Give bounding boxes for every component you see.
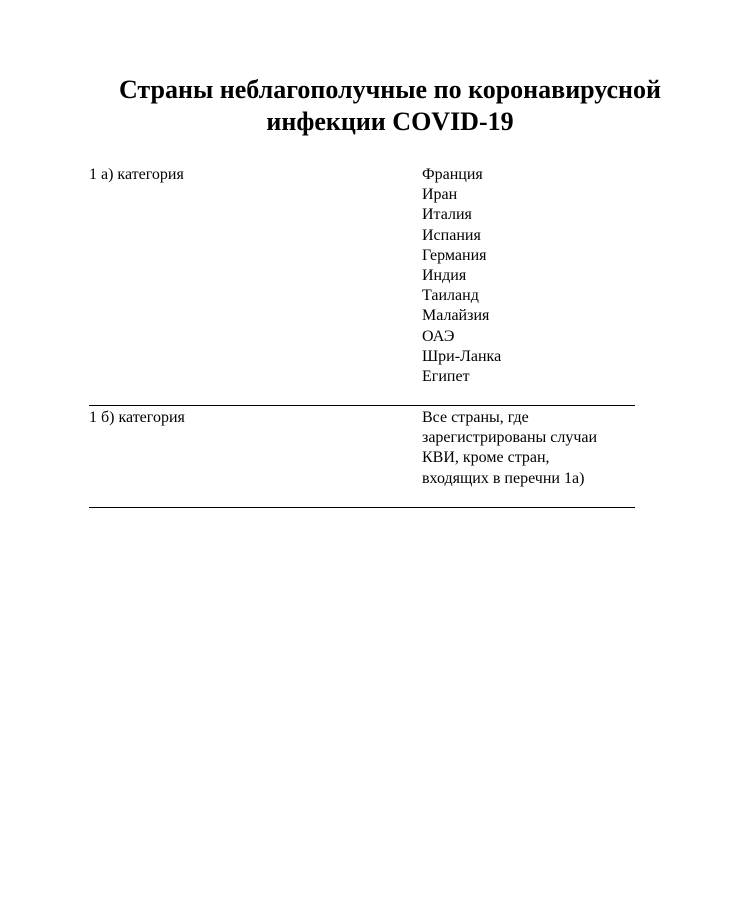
document-title-line-2: инфекции COVID-19 xyxy=(266,107,514,136)
category-label: 1 а) категория xyxy=(89,166,184,183)
document-title xyxy=(90,74,690,138)
country-item: Иран xyxy=(422,186,458,204)
table-row-category-1b xyxy=(89,406,635,508)
description-line: КВИ, кроме стран, xyxy=(422,449,550,467)
country-item: Малайзия xyxy=(422,307,490,325)
country-item: Таиланд xyxy=(422,287,479,305)
country-item: Индия xyxy=(422,267,467,285)
country-item: Италия xyxy=(422,206,472,224)
country-description xyxy=(422,406,635,507)
description-line: зарегистрированы случаи xyxy=(422,429,598,447)
country-item: Франция xyxy=(422,166,483,183)
country-item: ОАЭ xyxy=(422,327,455,345)
category-label: 1 б) категория xyxy=(89,409,185,426)
country-item: Египет xyxy=(422,368,470,386)
country-item: Германия xyxy=(422,246,487,264)
description-line: Все страны, где xyxy=(422,409,529,426)
country-list xyxy=(422,165,635,405)
document-title-line-1: Страны неблагополучные по коронавирусной xyxy=(119,75,661,104)
category-table xyxy=(89,165,635,508)
country-item: Испания xyxy=(422,226,481,244)
table-row-category-1a xyxy=(89,165,635,406)
country-item: Шри-Ланка xyxy=(422,347,502,365)
description-line: входящих в перечни 1а) xyxy=(422,469,585,487)
